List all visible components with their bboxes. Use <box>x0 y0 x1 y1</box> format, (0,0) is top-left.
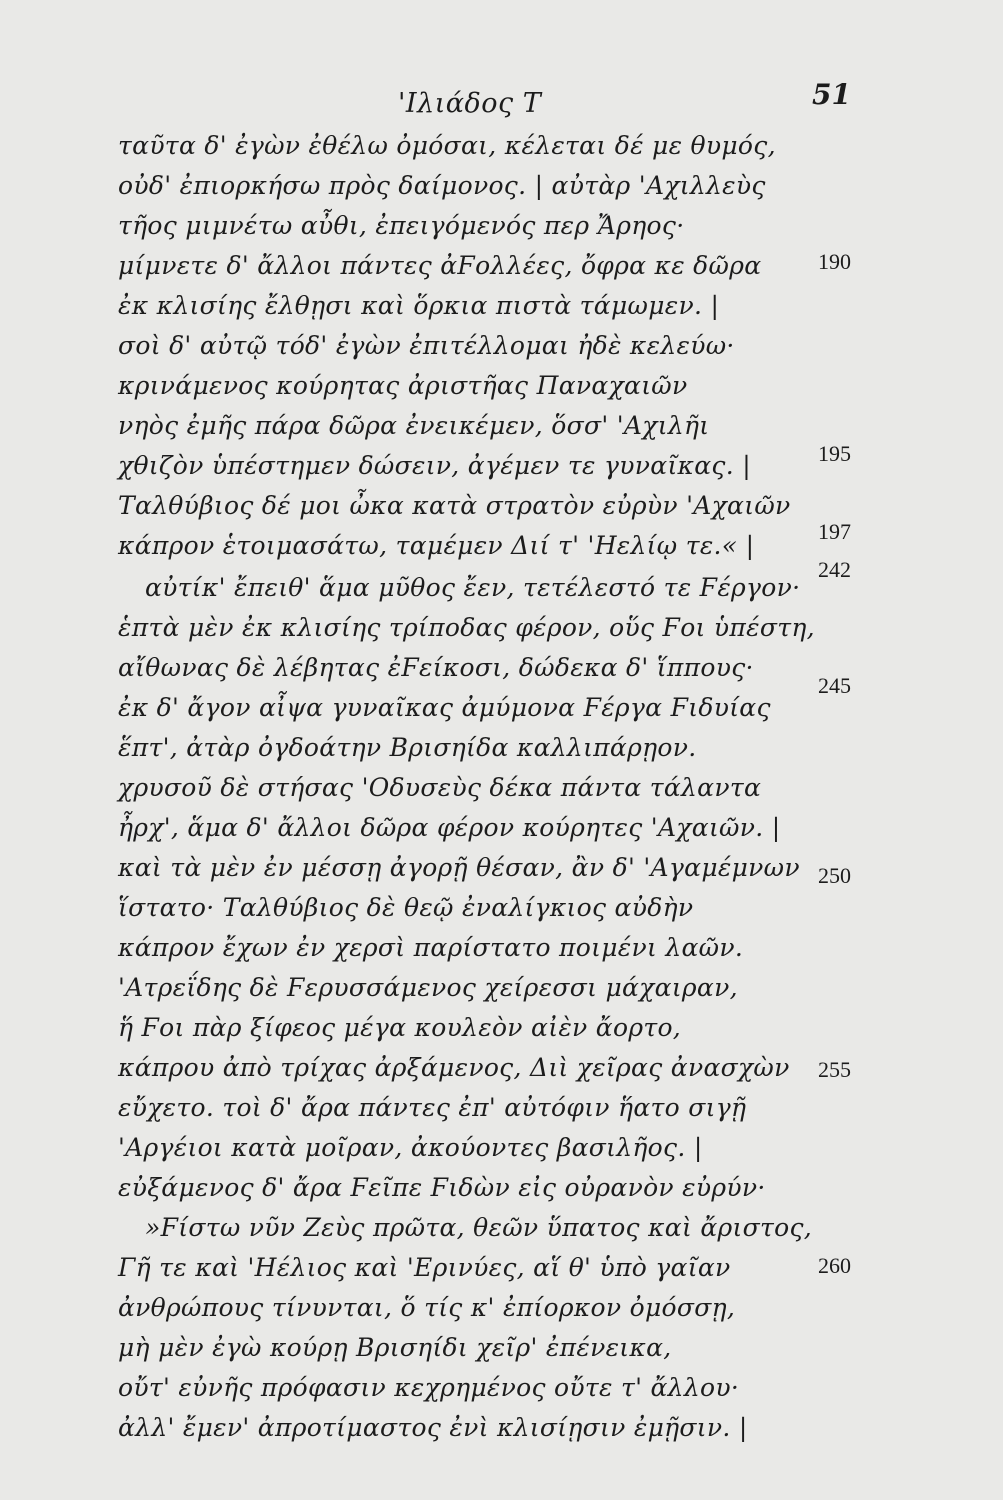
verse-line: ἑπτὰ μὲν ἐκ κλισίης τρίποδας φέρον, οὕς Ϝοι ὑπέστη, <box>118 613 815 642</box>
verse-line: νηὸς ἐμῆς πάρα δῶρα ἐνεικέμεν, ὅσσ' 'Αχιλῆι <box>118 411 710 440</box>
running-title: 'Ιλιάδος Τ <box>398 88 542 119</box>
verse-line: χρυσοῦ δὲ στήσας 'Οδυσεὺς δέκα πάντα τάλαντα <box>118 773 762 802</box>
verse-line: μὴ μὲν ἐγὼ κούρῃ Βρισηίδι χεῖρ' ἐπένεικα, <box>118 1333 672 1362</box>
verse-line: αὐτίκ' ἔπειθ' ἅμα μῦθος ἔεν, τετέλεστό τε Ϝέργον· <box>145 573 801 602</box>
verse-line: χθιζὸν ὑπέστημεν δώσειν, ἀγέμεν τε γυναῖκας. | <box>118 451 751 480</box>
line-number: 245 <box>818 673 851 698</box>
verse-line: τῆος μιμνέτω αὖθι, ἐπειγόμενός περ Ἄρηος· <box>118 211 685 240</box>
verse-line: 'Ατρεΐδης δὲ Ϝερυσσάμενος χείρεσσι μάχαιραν, <box>118 973 738 1002</box>
verse-line: αἴθωνας δὲ λέβητας ἐϜείκοσι, δώδεκα δ' ἵππους· <box>118 653 754 682</box>
verse-line: »Ϝίστω νῦν Ζεὺς πρῶτα, θεῶν ὕπατος καὶ ἄριστος, <box>145 1213 813 1242</box>
verse-line: κάπρον ἑτοιμασάτω, ταμέμεν Διί τ' 'Ηελίῳ τε.« | <box>118 531 755 560</box>
verse-line: εὔχετο. τοὶ δ' ἄρα πάντες ἐπ' αὐτόφιν ἥατο σιγῇ <box>118 1093 747 1122</box>
verse-line: ἥ Ϝοι πὰρ ξίφεος μέγα κουλεὸν αἰὲν ἄορτο, <box>118 1013 682 1042</box>
verse-line: οὔτ' εὐνῆς πρόφασιν κεχρημένος οὔτε τ' ἄλλου· <box>118 1373 740 1402</box>
verse-line: ταῦτα δ' ἐγὼν ἐθέλω ὀμόσαι, κέλεται δέ με θυμός, <box>118 131 776 160</box>
line-number: 190 <box>818 249 851 274</box>
verse-line: ἀνθρώπους τίνυνται, ὅ τίς κ' ἐπίορκον ὀμόσσῃ, <box>118 1293 736 1322</box>
verse-line: κρινάμενος κούρητας ἀριστῆας Παναχαιῶν <box>118 371 688 400</box>
verse-line: ἵστατο· Ταλθύβιος δὲ θεῷ ἐναλίγκιος αὐδὴν <box>118 893 694 922</box>
verse-line: οὐδ' ἐπιορκήσω πρὸς δαίμονος. | αὐτὰρ 'Αχιλλεὺς <box>118 171 766 200</box>
line-number: 255 <box>818 1057 851 1082</box>
line-number: 250 <box>818 863 851 888</box>
verse-line: Γῆ τε καὶ 'Ηέλιος καὶ 'Ερινύες, αἵ θ' ὑπὸ γαῖαν <box>118 1253 731 1282</box>
verse-line: 'Αργέιοι κατὰ μοῖραν, ἀκούοντες βασιλῆος. | <box>118 1133 703 1162</box>
page-number: 51 <box>812 78 851 111</box>
verse-line: ἐκ δ' ἄγον αἶψα γυναῖκας ἀμύμονα Ϝέργα Ϝιδυίας <box>118 693 771 722</box>
verse-line: κάπρον ἔχων ἐν χερσὶ παρίστατο ποιμένι λαῶν. <box>118 933 744 962</box>
verse-line: Ταλθύβιος δέ μοι ὦκα κατὰ στρατὸν εὐρὺν 'Αχαιῶν <box>118 491 791 520</box>
verse-line: κάπρου ἀπὸ τρίχας ἀρξάμενος, Διὶ χεῖρας ἀνασχὼν <box>118 1053 790 1082</box>
verse-line: ἦρχ', ἅμα δ' ἄλλοι δῶρα φέρον κούρητες 'Αχαιῶν. | <box>118 813 781 842</box>
verse-line: ἀλλ' ἔμεν' ἀπροτίμαστος ἐνὶ κλισίῃσιν ἐμῇσιν. | <box>118 1413 748 1442</box>
line-number: 195 <box>818 441 851 466</box>
line-number: 260 <box>818 1253 851 1278</box>
verse-line: εὐξάμενος δ' ἄρα Ϝεῖπε Ϝιδὼν εἰς οὐρανὸν εὐρύν· <box>118 1173 766 1202</box>
verse-line: σοὶ δ' αὐτῷ τόδ' ἐγὼν ἐπιτέλλομαι ἠδὲ κελεύω· <box>118 331 735 360</box>
line-number: 197 <box>818 519 851 544</box>
verse-line: καὶ τὰ μὲν ἐν μέσσῃ ἀγορῇ θέσαν, ἂν δ' 'Αγαμέμνων <box>118 853 800 882</box>
verse-line: μίμνετε δ' ἄλλοι πάντες ἀϜολλέες, ὄφρα κε δῶρα <box>118 251 762 280</box>
line-number: 242 <box>818 557 851 582</box>
verse-line: ἐκ κλισίης ἔλθῃσι καὶ ὅρκια πιστὰ τάμωμεν. | <box>118 291 720 320</box>
verse-line: ἕπτ', ἀτὰρ ὀγδοάτην Βρισηίδα καλλιπάρῃον. <box>118 733 697 762</box>
